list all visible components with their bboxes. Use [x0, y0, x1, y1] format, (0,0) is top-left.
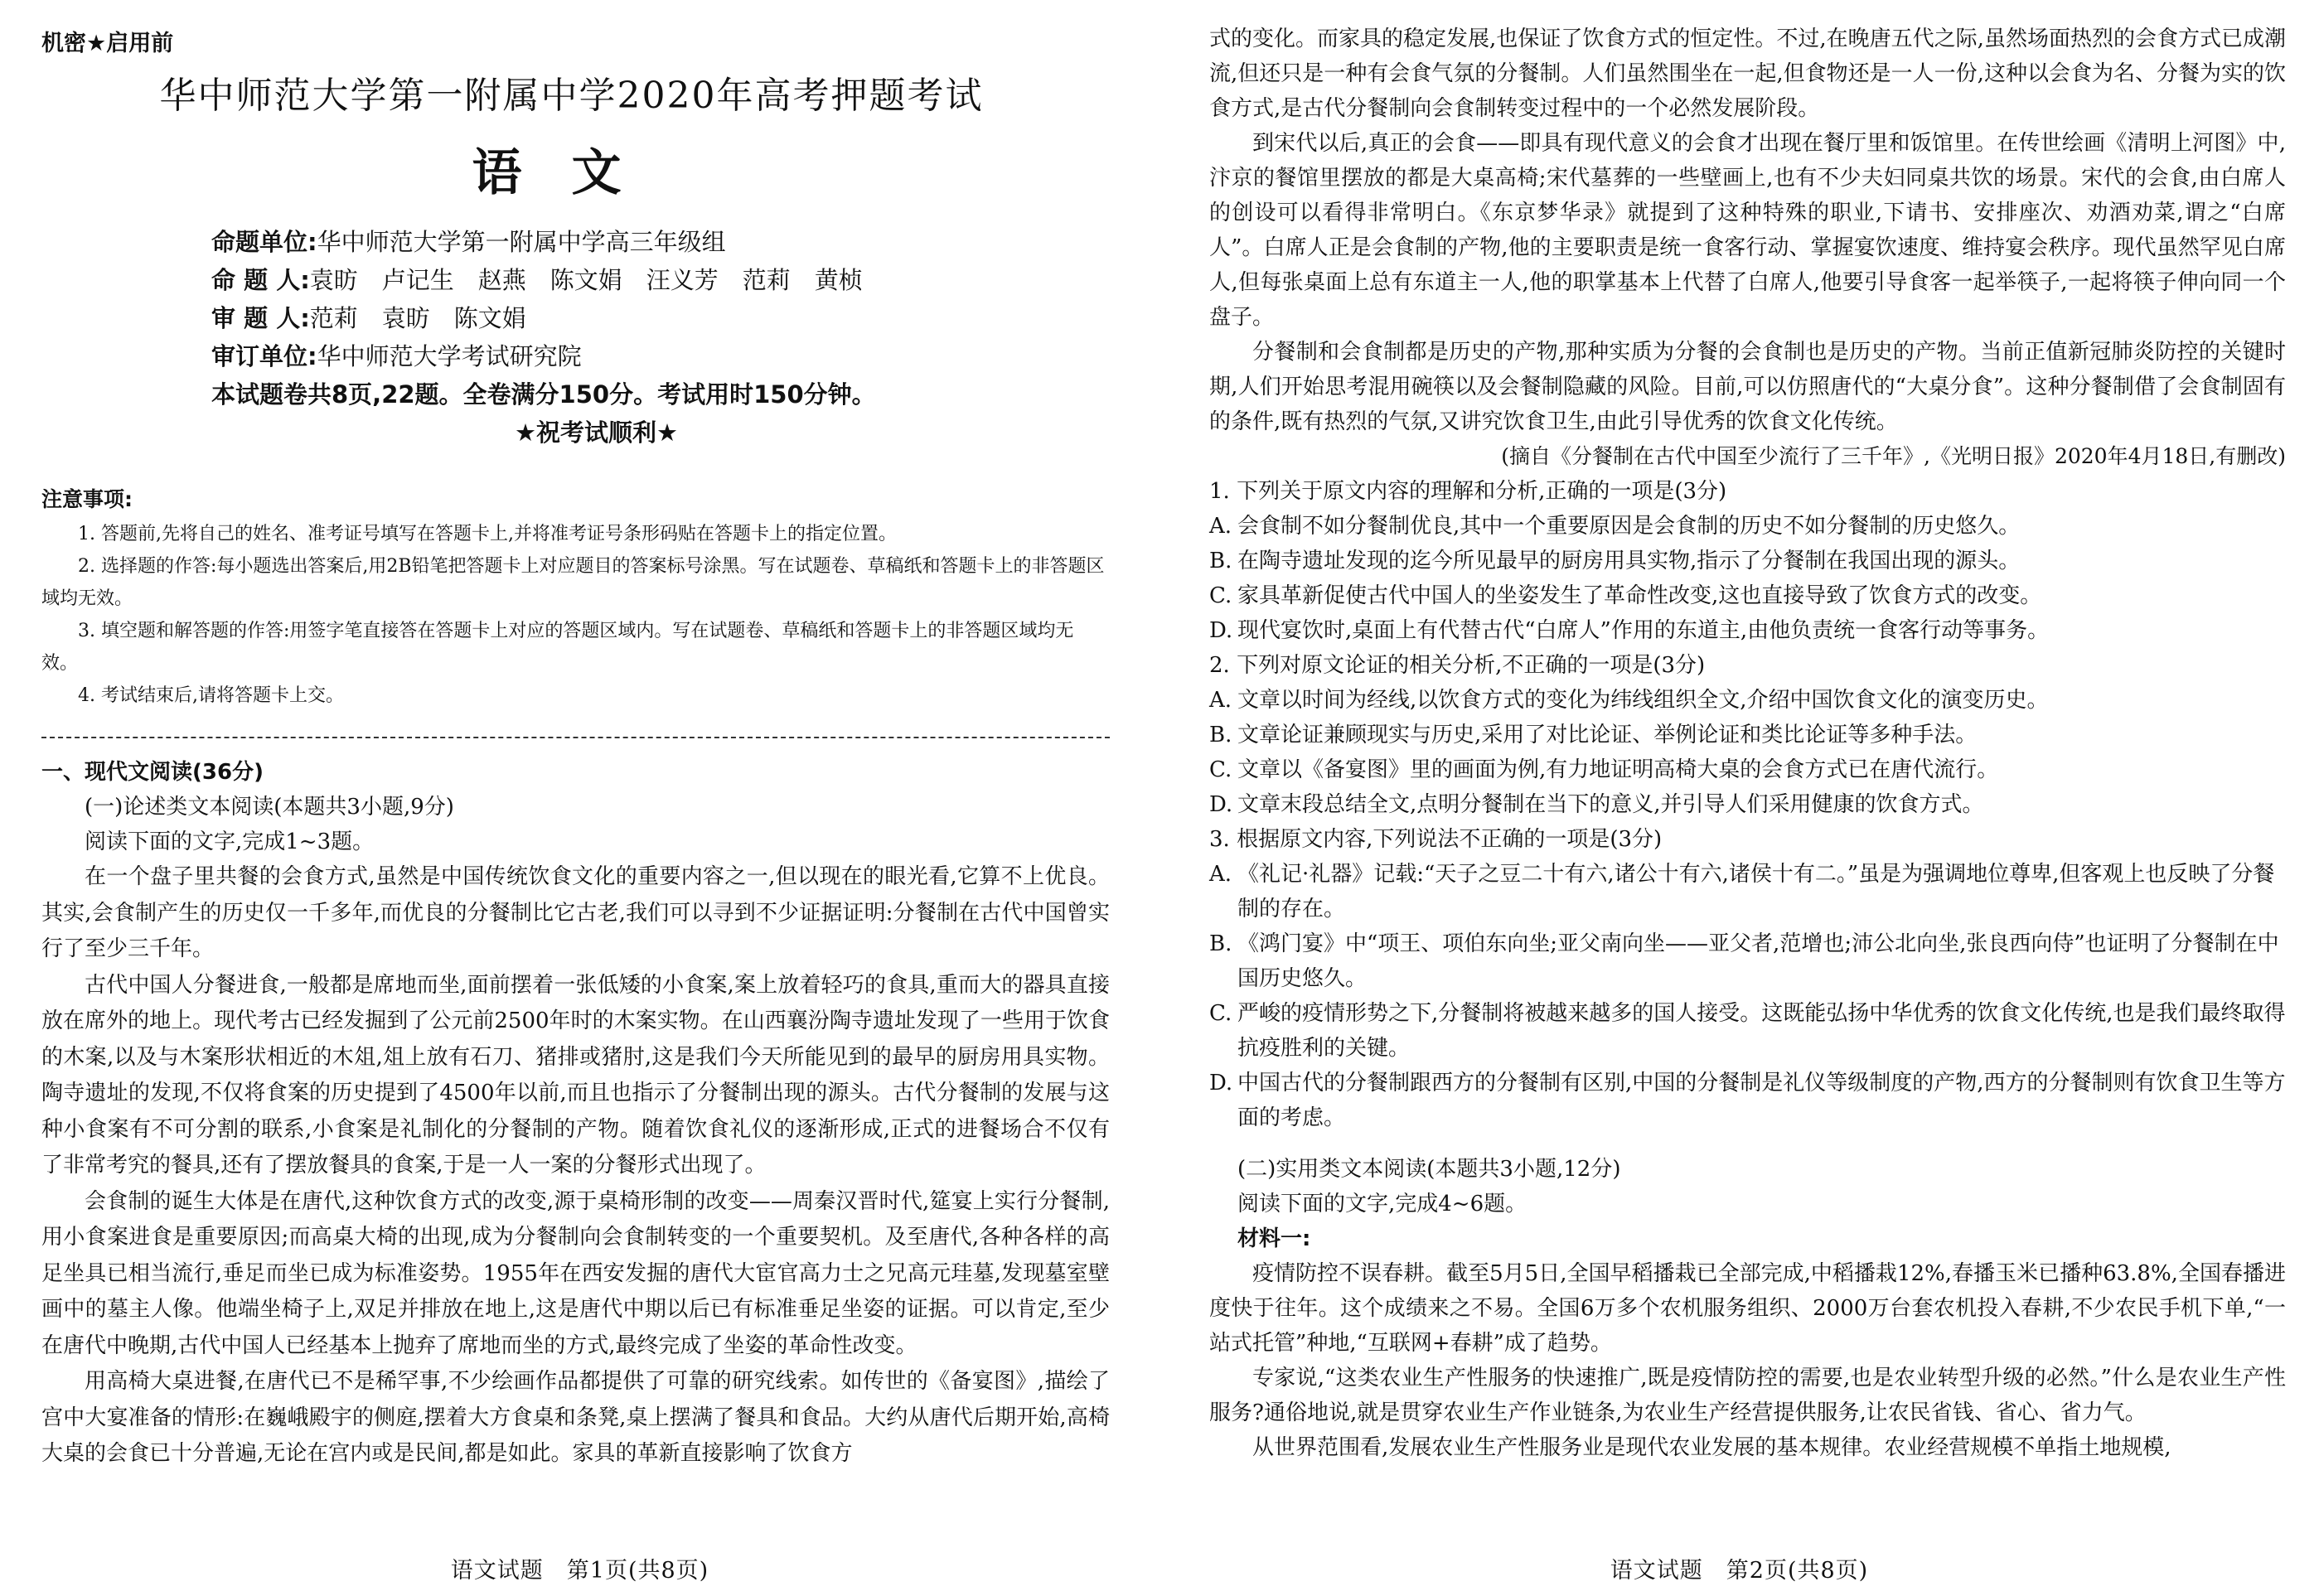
option-text: 会食制不如分餐制优良,其中一个重要原因是会食制的历史不如分餐制的历史悠久。 [1237, 514, 2021, 539]
option-letter: D. [1209, 1071, 1233, 1095]
option-text: 中国古代的分餐制跟西方的分餐制有区别,中国的分餐制是礼仪等级制度的产物,西方的分餐制则有饮食卫生等方面的考虑。 [1237, 1071, 2286, 1130]
option-text: 在陶寺遗址发现的迄今所见最早的厨房用具实物,指示了分餐制在我国出现的源头。 [1237, 549, 2021, 573]
option-b [1209, 926, 2286, 996]
option-text: 文章末段总结全文,点明分餐制在当下的意义,并引导人们采用健康的饮食方式。 [1237, 792, 1984, 817]
note-item: 2. 选择题的作答:每小题选出答案后,用2B铅笔把答题卡上对应题目的答案标号涂黑。写在试题卷、草稿纸和答题卡上的非答题区域均无效。 [41, 556, 1105, 609]
passage-paragraph: 式的变化。而家具的稳定发展,也保证了饮食方式的恒定性。不过,在晚唐五代之际,虽然场面热烈的会食方式已成潮流,但还只是一种有会食气氛的分餐制。人们虽然围坐在一起,但食物还是一人一份,这种以会食为名、分餐为实的饮食方式,是古代分餐制向会食制转变过程中的一个必然发展阶段。 [1209, 27, 2286, 121]
option-c [1209, 996, 2286, 1066]
meta-row-unit [211, 223, 1110, 261]
notes-heading: 注意事项: [41, 487, 133, 511]
material-heading: 材料一: [1237, 1226, 1311, 1251]
reading-instruction: 阅读下面的文字,完成1~3题。 [85, 829, 375, 854]
option-letter: D. [1209, 618, 1233, 643]
note-item: 3. 填空题和解答题的作答:用签字笔直接答在答题卡上对应的答题区域内。写在试题卷、草稿纸和答题卡上的非答题区域均无效。 [41, 621, 1074, 674]
option-a [1209, 857, 2286, 926]
subsection-heading: (二)实用类文本阅读(本题共3小题,12分) [1237, 1157, 1621, 1182]
note-item: 1. 答题前,先将自己的姓名、准考证号填写在答题卡上,并将准考证号条形码贴在答题卡上的指定位置。 [78, 524, 897, 544]
option-text: 《礼记·礼器》记载:“天子之豆二十有六,诸公十有六,诸侯十有二。”虽是为强调地位尊卑,但客观上也反映了分餐制的存在。 [1237, 862, 2275, 921]
option-b [1209, 718, 2286, 752]
option-text: 文章以《备宴图》里的画面为例,有力地证明高椅大桌的会食方式已在唐代流行。 [1237, 757, 1999, 782]
exam-meta [211, 223, 1110, 414]
question-stem: 1. 下列关于原文内容的理解和分析,正确的一项是(3分) [1209, 479, 1727, 504]
meta-value: 华中师范大学考试研究院 [317, 342, 582, 370]
option-letter: B. [1209, 549, 1232, 573]
meta-value: 袁昉 卢记生 赵燕 陈文娟 汪义芳 范莉 黄桢 [309, 266, 863, 294]
option-letter: A. [1209, 688, 1232, 713]
good-luck-line: ★祝考试顺利★ [515, 418, 678, 447]
passage-paragraph: 到宋代以后,真正的会食——即具有现代意义的会食才出现在餐厅里和饭馆里。在传世绘画《清明上河图》中,汴京的餐馆里摆放的都是大桌高椅;宋代墓葬的一些壁画上,也有不少夫妇同桌共饮的场景。宋代的会食,由白席人的创设可以看得非常明白。《东京梦华录》就提到了这种特殊的职业,下请书、安排座次、劝酒劝菜,谓之“白席人”。白席人正是会食制的产物,他的主要职责是统一食客行动、掌握宴饮速度、维持宴会秩序。现代虽然罕见白席人,但每张桌面上总有东道主一人,他的职掌基本上代替了白席人,他要引导食客一起举筷子,一起将筷子伸向同一个盘子。 [1209, 131, 2286, 330]
option-letter: D. [1209, 792, 1233, 817]
reading-instruction: 阅读下面的文字,完成4~6题。 [1237, 1192, 1527, 1216]
material-paragraph: 从世界范围看,发展农业生产性服务业是现代农业发展的基本规律。农业经营规模不单指土地规模, [1252, 1435, 2171, 1460]
note-item: 4. 考试结束后,请将答题卡上交。 [78, 685, 344, 706]
exam-info-note: 本试题卷共8页,22题。全卷满分150分。考试用时150分钟。 [211, 380, 876, 409]
question-stem: 2. 下列对原文论证的相关分析,不正确的一项是(3分) [1209, 653, 1706, 678]
option-a [1209, 509, 2286, 544]
meta-value: 华中师范大学第一附属中学高三年级组 [317, 228, 726, 256]
option-letter: B. [1209, 723, 1232, 747]
passage-paragraph: 分餐制和会食制都是历史的产物,那种实质为分餐的会食制也是历史的产物。当前正值新冠肺炎防控的关键时期,人们开始思考混用碗筷以及会餐制隐藏的风险。目前,可以仿照唐代的“大桌分食”。这种分餐制借了会食制固有的条件,既有热烈的气氛,又讲究饮食卫生,由此引导优秀的饮食文化传统。 [1209, 340, 2286, 434]
option-text: 《鸿门宴》中“项王、项伯东向坐;亚父南向坐——亚父者,范增也;沛公北向坐,张良西向侍”也证明了分餐制在中国历史悠久。 [1237, 931, 2279, 991]
meta-key: 命题单位: [211, 228, 317, 256]
section-heading: 一、现代文阅读(36分) [41, 760, 264, 785]
meta-key: 审订单位: [211, 342, 317, 370]
option-d [1209, 1066, 2286, 1135]
exam-title: 华中师范大学第一附属中学2020年高考押题考试 [159, 75, 984, 117]
option-d [1209, 787, 2286, 822]
dashed-divider [41, 737, 1110, 738]
question-2 [1209, 648, 2286, 822]
material-paragraph: 疫情防控不误春耕。截至5月5日,全国早稻播栽已全部完成,中稻播栽12%,春播玉米已播种63.8%,全国春播进度快于往年。这个成绩来之不易。全国6万多个农机服务组织、2000万台套农机投入春耕,不少农民手机下单,“一站式托管”种地,“互联网+春耕”成了趋势。 [1209, 1261, 2286, 1356]
confidential-mark: 机密★启用前 [41, 31, 174, 56]
exam-page-2 [1160, 0, 2319, 1596]
option-text: 严峻的疫情形势之下,分餐制将被越来越多的国人接受。这既能弘扬中华优秀的饮食文化传统,也是我们最终取得抗疫胜利的关键。 [1237, 1001, 2286, 1061]
meta-row-authors [211, 261, 1110, 299]
question-stem: 3. 根据原文内容,下列说法不正确的一项是(3分) [1209, 827, 1663, 852]
option-d [1209, 613, 2286, 648]
option-c [1209, 578, 2286, 613]
meta-row-reviewers [211, 299, 1110, 337]
option-text: 文章以时间为经线,以饮食方式的变化为纬线组织全文,介绍中国饮食文化的演变历史。 [1237, 688, 2049, 713]
option-letter: B. [1209, 931, 1232, 956]
meta-value: 范莉 袁昉 陈文娟 [309, 304, 526, 332]
subject-title: 语文 [472, 144, 671, 202]
option-letter: A. [1209, 514, 1232, 539]
meta-row-auditor [211, 337, 1110, 375]
option-text: 文章论证兼顾现实与历史,采用了对比论证、举例论证和类比论证等多种手法。 [1237, 723, 1978, 747]
meta-key: 命 题 人: [211, 266, 310, 294]
passage-paragraph: 在一个盘子里共餐的会食方式,虽然是中国传统饮食文化的重要内容之一,但以现在的眼光看,它算不上优良。其实,会食制产生的历史仅一千多年,而优良的分餐制比它古老,我们可以寻到不少证据证明:分餐制在古代中国曾实行了至少三千年。 [41, 864, 1110, 961]
subsection-heading: (一)论述类文本阅读(本题共3小题,9分) [85, 795, 454, 820]
passage-paragraph: 会食制的诞生大体是在唐代,这种饮食方式的改变,源于桌椅形制的改变——周秦汉晋时代,筵宴上实行分餐制,用小食案进食是重要原因;而高桌大椅的出现,成为分餐制向会食制转变的一个重要契机。及至唐代,各种各样的高足坐具已相当流行,垂足而坐已成为标准姿势。1955年在西安发掘的唐代大宦官高力士之兄高元珪墓,发现墓室壁画中的墓主人像。他端坐椅子上,双足并排放在地上,这是唐代中期以后已有标准垂足坐姿的证据。可以肯定,至少在唐代中晚期,古代中国人已经基本上抛弃了席地而坐的方式,最终完成了坐姿的革命性改变。 [41, 1188, 1110, 1358]
option-letter: A. [1209, 862, 1232, 887]
option-letter: C. [1209, 583, 1232, 608]
page-footer: 语文试题 第1页(共8页) [450, 1558, 709, 1584]
option-text: 现代宴饮时,桌面上有代替古代“白席人”作用的东道主,由他负责统一食客行动等事务。 [1237, 618, 2050, 643]
question-1 [1209, 474, 2286, 648]
page-footer: 语文试题 第2页(共8页) [1610, 1558, 1869, 1584]
passage-paragraph: 古代中国人分餐进食,一般都是席地而坐,面前摆着一张低矮的小食案,案上放着轻巧的食具,重而大的器具直接放在席外的地上。现代考古已经发掘到了公元前2500年时的木案实物。在山西襄汾陶寺遗址发现了一些用于饮食的木案,以及与木案形状相近的木俎,俎上放有石刀、猪排或猪肘,这是我们今天所能见到的最早的厨房用具实物。陶寺遗址的发现,不仅将食案的历史提到了4500年以前,而且也指示了分餐制出现的源头。古代分餐制的发展与这种小食案有不可分割的联系,小食案是礼制化的分餐制的产物。随着饮食礼仪的逐渐形成,正式的进餐场合不仅有了非常考究的餐具,还有了摆放餐具的食案,于是一人一案的分餐形式出现了。 [41, 972, 1110, 1178]
question-3 [1209, 822, 2286, 1135]
passage-source: (摘自《分餐制在古代中国至少流行了三千年》,《光明日报》2020年4月18日,有删改) [1501, 444, 2286, 468]
material-paragraph: 专家说,“这类农业生产性服务的快速推广,既是疫情防控的需要,也是农业转型升级的必然。”什么是农业生产性服务?通俗地说,就是贯穿农业生产作业链条,为农业生产经营提供服务,让农民省钱、省心、省力气。 [1209, 1366, 2286, 1425]
option-b [1209, 544, 2286, 578]
option-text: 家具革新促使古代中国人的坐姿发生了革命性改变,这也直接导致了饮食方式的改变。 [1237, 583, 2042, 608]
option-letter: C. [1209, 757, 1232, 782]
option-letter: C. [1209, 1001, 1232, 1026]
option-a [1209, 683, 2286, 718]
option-c [1209, 752, 2286, 787]
meta-key: 审 题 人: [211, 304, 310, 332]
passage-paragraph: 用高椅大桌进餐,在唐代已不是稀罕事,不少绘画作品都提供了可靠的研究线索。如传世的《备宴图》,描绘了宫中大宴准备的情形:在巍峨殿宇的侧庭,摆着大方食桌和条凳,桌上摆满了餐具和食品。大约从唐代后期开始,高椅大桌的会食已十分普遍,无论在宫内或是民间,都是如此。家具的革新直接影响了饮食方 [41, 1369, 1110, 1466]
